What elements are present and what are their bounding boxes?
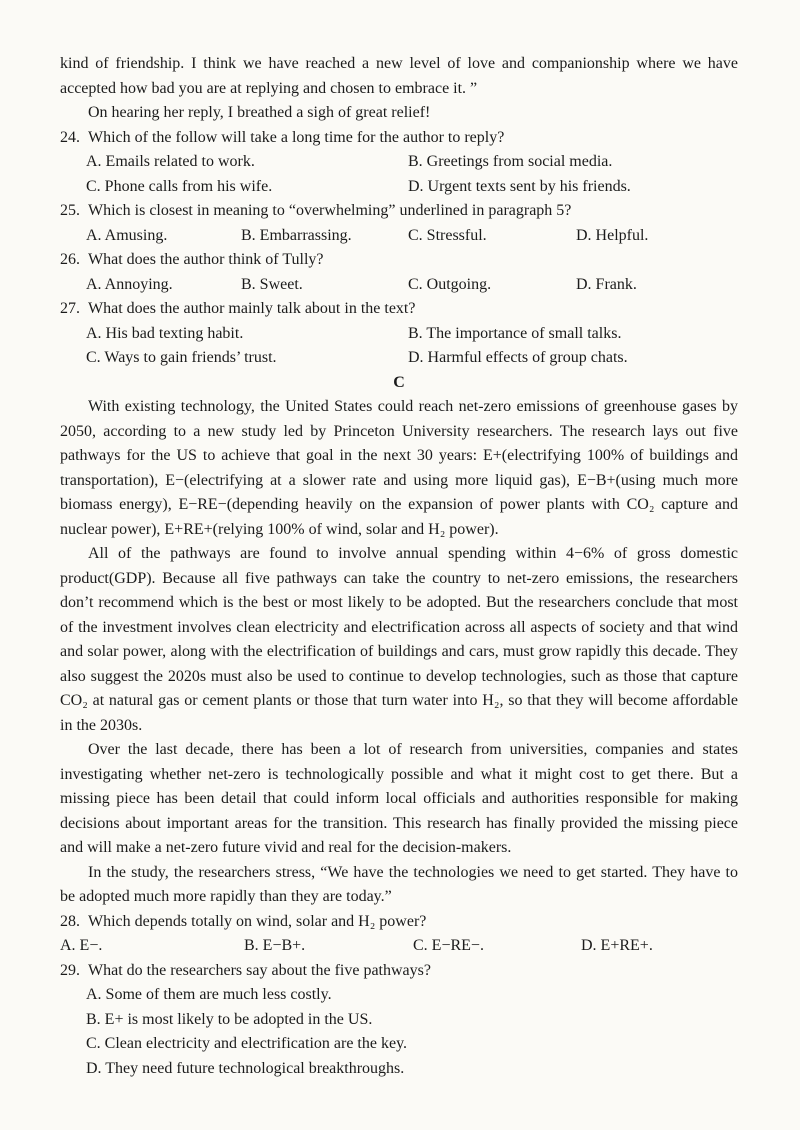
question-24 <box>60 126 738 200</box>
sigh-line: On hearing her reply, I breathed a sigh of great relief! <box>88 104 431 121</box>
option-c: C. Clean electricity and electrification are the key. <box>86 1035 408 1052</box>
option-c: C. Outgoing. <box>408 275 492 293</box>
option-d: D. They need future technological breakthroughs. <box>86 1059 405 1077</box>
question-27-text: What does the author mainly talk about in the text? <box>88 300 416 317</box>
question-25-number: 25. <box>60 202 80 219</box>
option-b: B. The importance of small talks. <box>408 324 622 342</box>
question-27 <box>60 297 738 371</box>
question-28-stem <box>60 910 738 935</box>
question-24-options <box>86 150 738 199</box>
option-d: D. E+RE+. <box>581 937 653 954</box>
option-b: B. E+ is most likely to be adopted in the US. <box>86 1010 373 1028</box>
passage-paragraph-1: With existing technology, the United States could reach net-zero emissions of greenhouse gases by 2050, according to a new study led by Princeton University researchers. The research lays out five pathways for the US to achieve that goal in the next 30 years: E+(electrifying 100% of buildings and transportation), E−(electrifying at a slower rate and using more liquid gas), E−B+(using much more biomass energy), E−RE−(depending heavily on the expansion of power plants with CO₂ capture and nuclear power), E+RE+(relying 100% of wind, solar and H₂ power). <box>60 398 738 538</box>
question-24-number: 24. <box>60 128 80 146</box>
question-25 <box>60 199 738 248</box>
question-29-options <box>60 983 738 1081</box>
question-26-options <box>86 273 738 298</box>
question-28-number: 28. <box>60 912 80 930</box>
option-a: A. Some of them are much less costly. <box>86 986 332 1003</box>
option-c: C. Ways to gain friends’ trust. <box>86 349 277 366</box>
option-c: C. Phone calls from his wife. <box>86 177 273 195</box>
question-24-stem <box>60 126 738 151</box>
option-a: A. Annoying. <box>86 275 173 293</box>
option-c: C. Stressful. <box>408 226 487 244</box>
question-25-text: Which is closest in meaning to “overwhelming” underlined in paragraph 5? <box>88 202 572 219</box>
question-29-number: 29. <box>60 961 80 979</box>
option-d: D. Urgent texts sent by his friends. <box>408 177 631 195</box>
option-c: C. E−RE−. <box>413 937 484 954</box>
option-b: B. Embarrassing. <box>241 226 352 244</box>
question-27-number: 27. <box>60 300 80 317</box>
question-28 <box>60 910 738 959</box>
question-29-stem <box>60 959 738 984</box>
question-28-text: Which depends totally on wind, solar and H₂ power? <box>88 912 427 930</box>
option-b: B. Greetings from social media. <box>408 153 613 170</box>
option-a: A. Amusing. <box>86 226 168 244</box>
question-28-options <box>60 934 738 959</box>
passage-paragraph-4: In the study, the researchers stress, “We have the technologies we need to get started. They have to be adopted much more rapidly than they are today.” <box>60 863 738 905</box>
question-27-stem <box>60 297 738 322</box>
option-d: D. Frank. <box>576 275 637 293</box>
passage-section-label: C <box>393 373 405 391</box>
question-27-options <box>86 322 738 371</box>
option-a: A. Emails related to work. <box>86 153 255 170</box>
option-d: D. Helpful. <box>576 226 649 244</box>
question-26-stem <box>60 248 738 273</box>
option-a: A. E−. <box>60 937 103 954</box>
option-b: B. Sweet. <box>241 275 303 293</box>
option-d: D. Harmful effects of group chats. <box>408 349 628 366</box>
option-b: B. E−B+. <box>244 937 306 954</box>
passage-paragraph-2: All of the pathways are found to involve annual spending within 4−6% of gross domestic product(GDP). Because all five pathways can take the country to net-zero emissions, the researchers don’t recommend which is the best or most likely to be adopted. But the researchers conclude that most of the investment involves clean electricity and electrification across all aspects of society and that wind and solar power, along with the electrification of buildings and cars, must grow rapidly this decade. They also suggest the 2020s must also be used to continue to develop technologies, such as those that capture CO₂ at natural gas or cement plants or those that turn water into H₂, so that they will become affordable in the 2030s. <box>60 545 738 734</box>
option-a: A. His bad texting habit. <box>86 324 244 342</box>
continuation-paragraph: kind of friendship. I think we have reached a new level of love and companionship where we have accepted how bad you are at replying and chosen to embrace it. ” <box>60 55 738 97</box>
question-25-stem <box>60 199 738 224</box>
question-26 <box>60 248 738 297</box>
question-29-text: What do the researchers say about the five pathways? <box>88 961 431 979</box>
question-26-number: 26. <box>60 251 80 268</box>
question-25-options <box>86 224 738 249</box>
question-26-text: What does the author think of Tully? <box>88 251 324 268</box>
question-29 <box>60 959 738 1082</box>
passage-paragraph-3: Over the last decade, there has been a lot of research from universities, companies and states investigating whether net-zero is technologically possible and what it might cost to get there. But a missing piece has been detail that could inform local officials and authorities responsible for making decisions about important areas for the transition. This research has finally provided the missing piece and will make a net-zero future vivid and real for the decision-makers. <box>60 741 738 856</box>
question-24-text: Which of the follow will take a long time for the author to reply? <box>88 128 505 146</box>
